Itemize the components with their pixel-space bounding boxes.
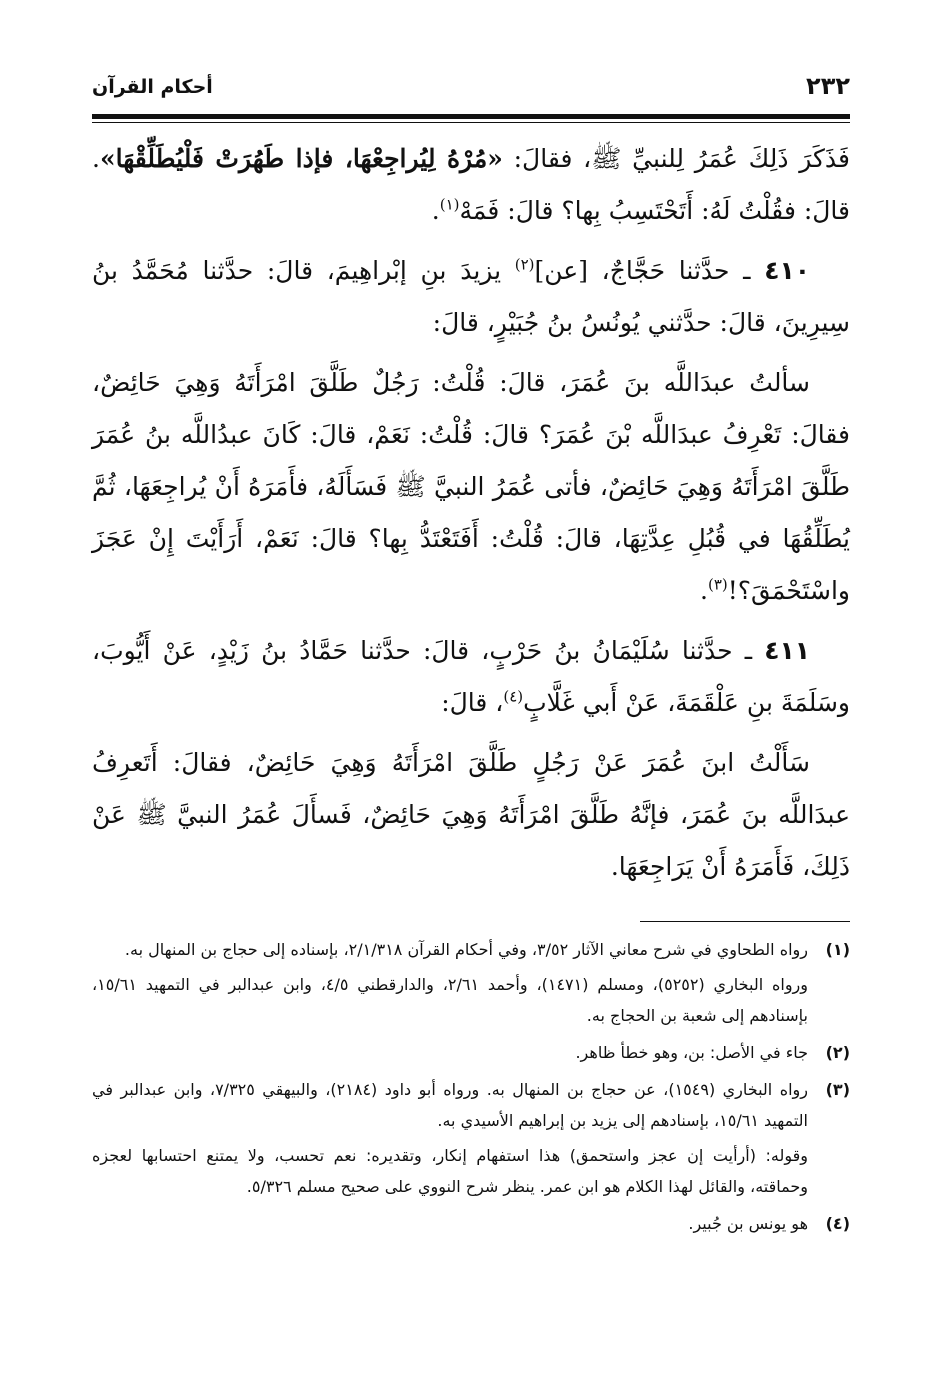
footnote-number: (٢)	[825, 1043, 850, 1062]
footnote-number: (٣)	[825, 1080, 850, 1099]
text-run: ، قالَ:	[441, 688, 504, 717]
footnotes	[92, 934, 850, 1243]
footnote-body	[92, 934, 808, 1035]
page-number: ٢٣٢	[806, 72, 850, 100]
footnote-3	[92, 1074, 850, 1206]
footnote-text: رواه البخاري (١٥٤٩)، عن حجاج بن المنهال به. ورواه أبو داود (٢١٨٤)، والبيهقي ٧/٣٢٥، وابن عبدالبر في التمهيد ١٥/٦١، بإسنادهم إلى يزيد بن إبراهيم الأسيدي به.	[92, 1080, 808, 1130]
text-run: سألتُ عبدَاللَّه بنَ عُمَرَ، قالَ: قُلْتُ: رَجُلٌ طَلَّقَ امْرَأَتَهُ وَهِيَ حَائِضٌ، فقالَ: تَعْرِفُ عبدَاللَّه بْنَ عُمَرَ؟ قالَ: قُلْتُ: نَعَمْ، قالَ: كَانَ عبدُاللَّه بنُ عُمَرَ طَلَّقَ امْرَأَتَهُ وَهِيَ حَائِضٌ، فأتى عُمَرُ النبيَّ ﷺ فَسَأَلَهُ، فأَمَرَهُ أَنْ يُراجِعَهَا، ثُمَّ يُطَلِّقُهَا في قُبُلِ عِدَّتِهَا، قالَ: قُلْتُ: أَفَتَعْتَدُّ بِها؟ قالَ: نَعَمْ، أَرَأَيْتَ إِنْ عَجَزَ واسْتَحْمَقَ؟!	[92, 368, 850, 605]
paragraph-continuation	[92, 133, 850, 237]
text-run: ـ حدَّثنا سُلَيْمَانُ بنُ حَرْبٍ، قالَ: حدَّثنا حَمَّادُ بنُ زَيْدٍ، عَنْ أَيُّوبَ، وسَلَمَةَ بنِ عَلْقَمَةَ، عَنْ أَبي غَلَّابٍ	[92, 636, 850, 717]
footnote-text: وقوله: (أرأيت إن عجز واستحمق) هذا استفهام إنكار، وتقديره: نعم تحسب، ولا يمتنع احتسابها لعجزه وحماقته، والقائل لهذا الكلام هو ابن عمر. ينظر شرح النووي على صحيح مسلم ٥/٣٢٦.	[92, 1146, 808, 1196]
header-rule-thin	[92, 122, 850, 123]
footnote-number: (٤)	[825, 1214, 850, 1233]
footnote-4	[92, 1208, 850, 1243]
footnote-1	[92, 934, 850, 1035]
running-title: أحكام القرآن	[92, 76, 213, 98]
hadith-number: ٤١١	[764, 636, 810, 665]
footnote-body	[92, 1037, 808, 1072]
footnote-ref: (٢)	[514, 255, 535, 274]
header-rule-thick	[92, 114, 850, 119]
text-run: .	[431, 196, 440, 225]
hadith-411	[92, 625, 850, 729]
footnote-body	[92, 1074, 808, 1206]
hadith-411-matn	[92, 737, 850, 893]
hadith-410	[92, 245, 850, 349]
footnote-text: جاء في الأصل: بن، وهو خطأ ظاهر.	[575, 1043, 808, 1062]
footnote-number: (١)	[825, 940, 850, 959]
footnote-text: ورواه البخاري (٥٢٥٢)، ومسلم (١٤٧١)، وأحمد ٢/٦١، والدارقطني ٤/٥، وابن عبدالبر في التمهيد ١٥/٦١، بإسنادهم إلى شعبة بن الحجاج به.	[92, 975, 809, 1025]
footnote-ref: (١)	[439, 195, 460, 214]
text-run: .	[700, 576, 708, 605]
footnote-separator	[640, 921, 850, 922]
main-text	[92, 133, 850, 893]
footnote-ref: (٤)	[503, 687, 524, 706]
text-run: فَذَكَرَ ذَلِكَ عُمَرُ لِلنبيِّ ﷺ، فقالَ:	[502, 144, 850, 173]
text-run: يزيدَ بنِ إبْراهِيمَ، قالَ: حدَّثنا مُحَمَّدُ بنُ سِيرِينَ، قالَ: حدَّثني يُونُسُ بنُ جُبَيْرٍ، قالَ:	[92, 256, 850, 337]
book-page	[92, 60, 850, 1245]
text-run: . قالَ: فقُلْتُ لَهُ: أَتَحْتَسِبُ بِها؟ قالَ: فَمَهْ	[92, 144, 850, 225]
footnote-body	[92, 1208, 808, 1243]
hadith-number: ٤١٠	[764, 256, 810, 285]
footnote-text: رواه الطحاوي في شرح معاني الآثار ٣/٥٢، وفي أحكام القرآن ٢/١/٣١٨، بإسناده إلى حجاج بن المنهال به.	[124, 940, 808, 959]
text-run: سَأَلْتُ ابنَ عُمَرَ عَنْ رَجُلٍ طَلَّقَ امْرَأَتَهُ وَهِيَ حَائِضٌ، فقالَ: أَتَعرِفُ عبدَاللَّه بنَ عُمَرَ، فإنَّهُ طَلَّقَ امْرَأَتَهُ وَهِيَ حَائِضٌ، فَسأَلَ عُمَرُ النبيَّ ﷺ عَنْ ذَلِكَ، فَأَمَرَهُ أَنْ يَرَاجِعَهَا.	[92, 748, 850, 881]
text-run: ـ حدَّثنا حَجَّاجٌ، [عن]	[534, 256, 765, 285]
footnote-text: هو يونس بن جُبير.	[688, 1214, 808, 1233]
page-header	[92, 60, 850, 108]
prophetic-quote: «مُرْهُ لِيُراجِعْهَا، فإذا طَهُرَتْ فَلْيُطَلِّقْهَا»	[99, 144, 503, 173]
hadith-410-matn	[92, 357, 850, 617]
footnote-ref: (٣)	[707, 575, 728, 594]
footnote-2	[92, 1037, 850, 1072]
